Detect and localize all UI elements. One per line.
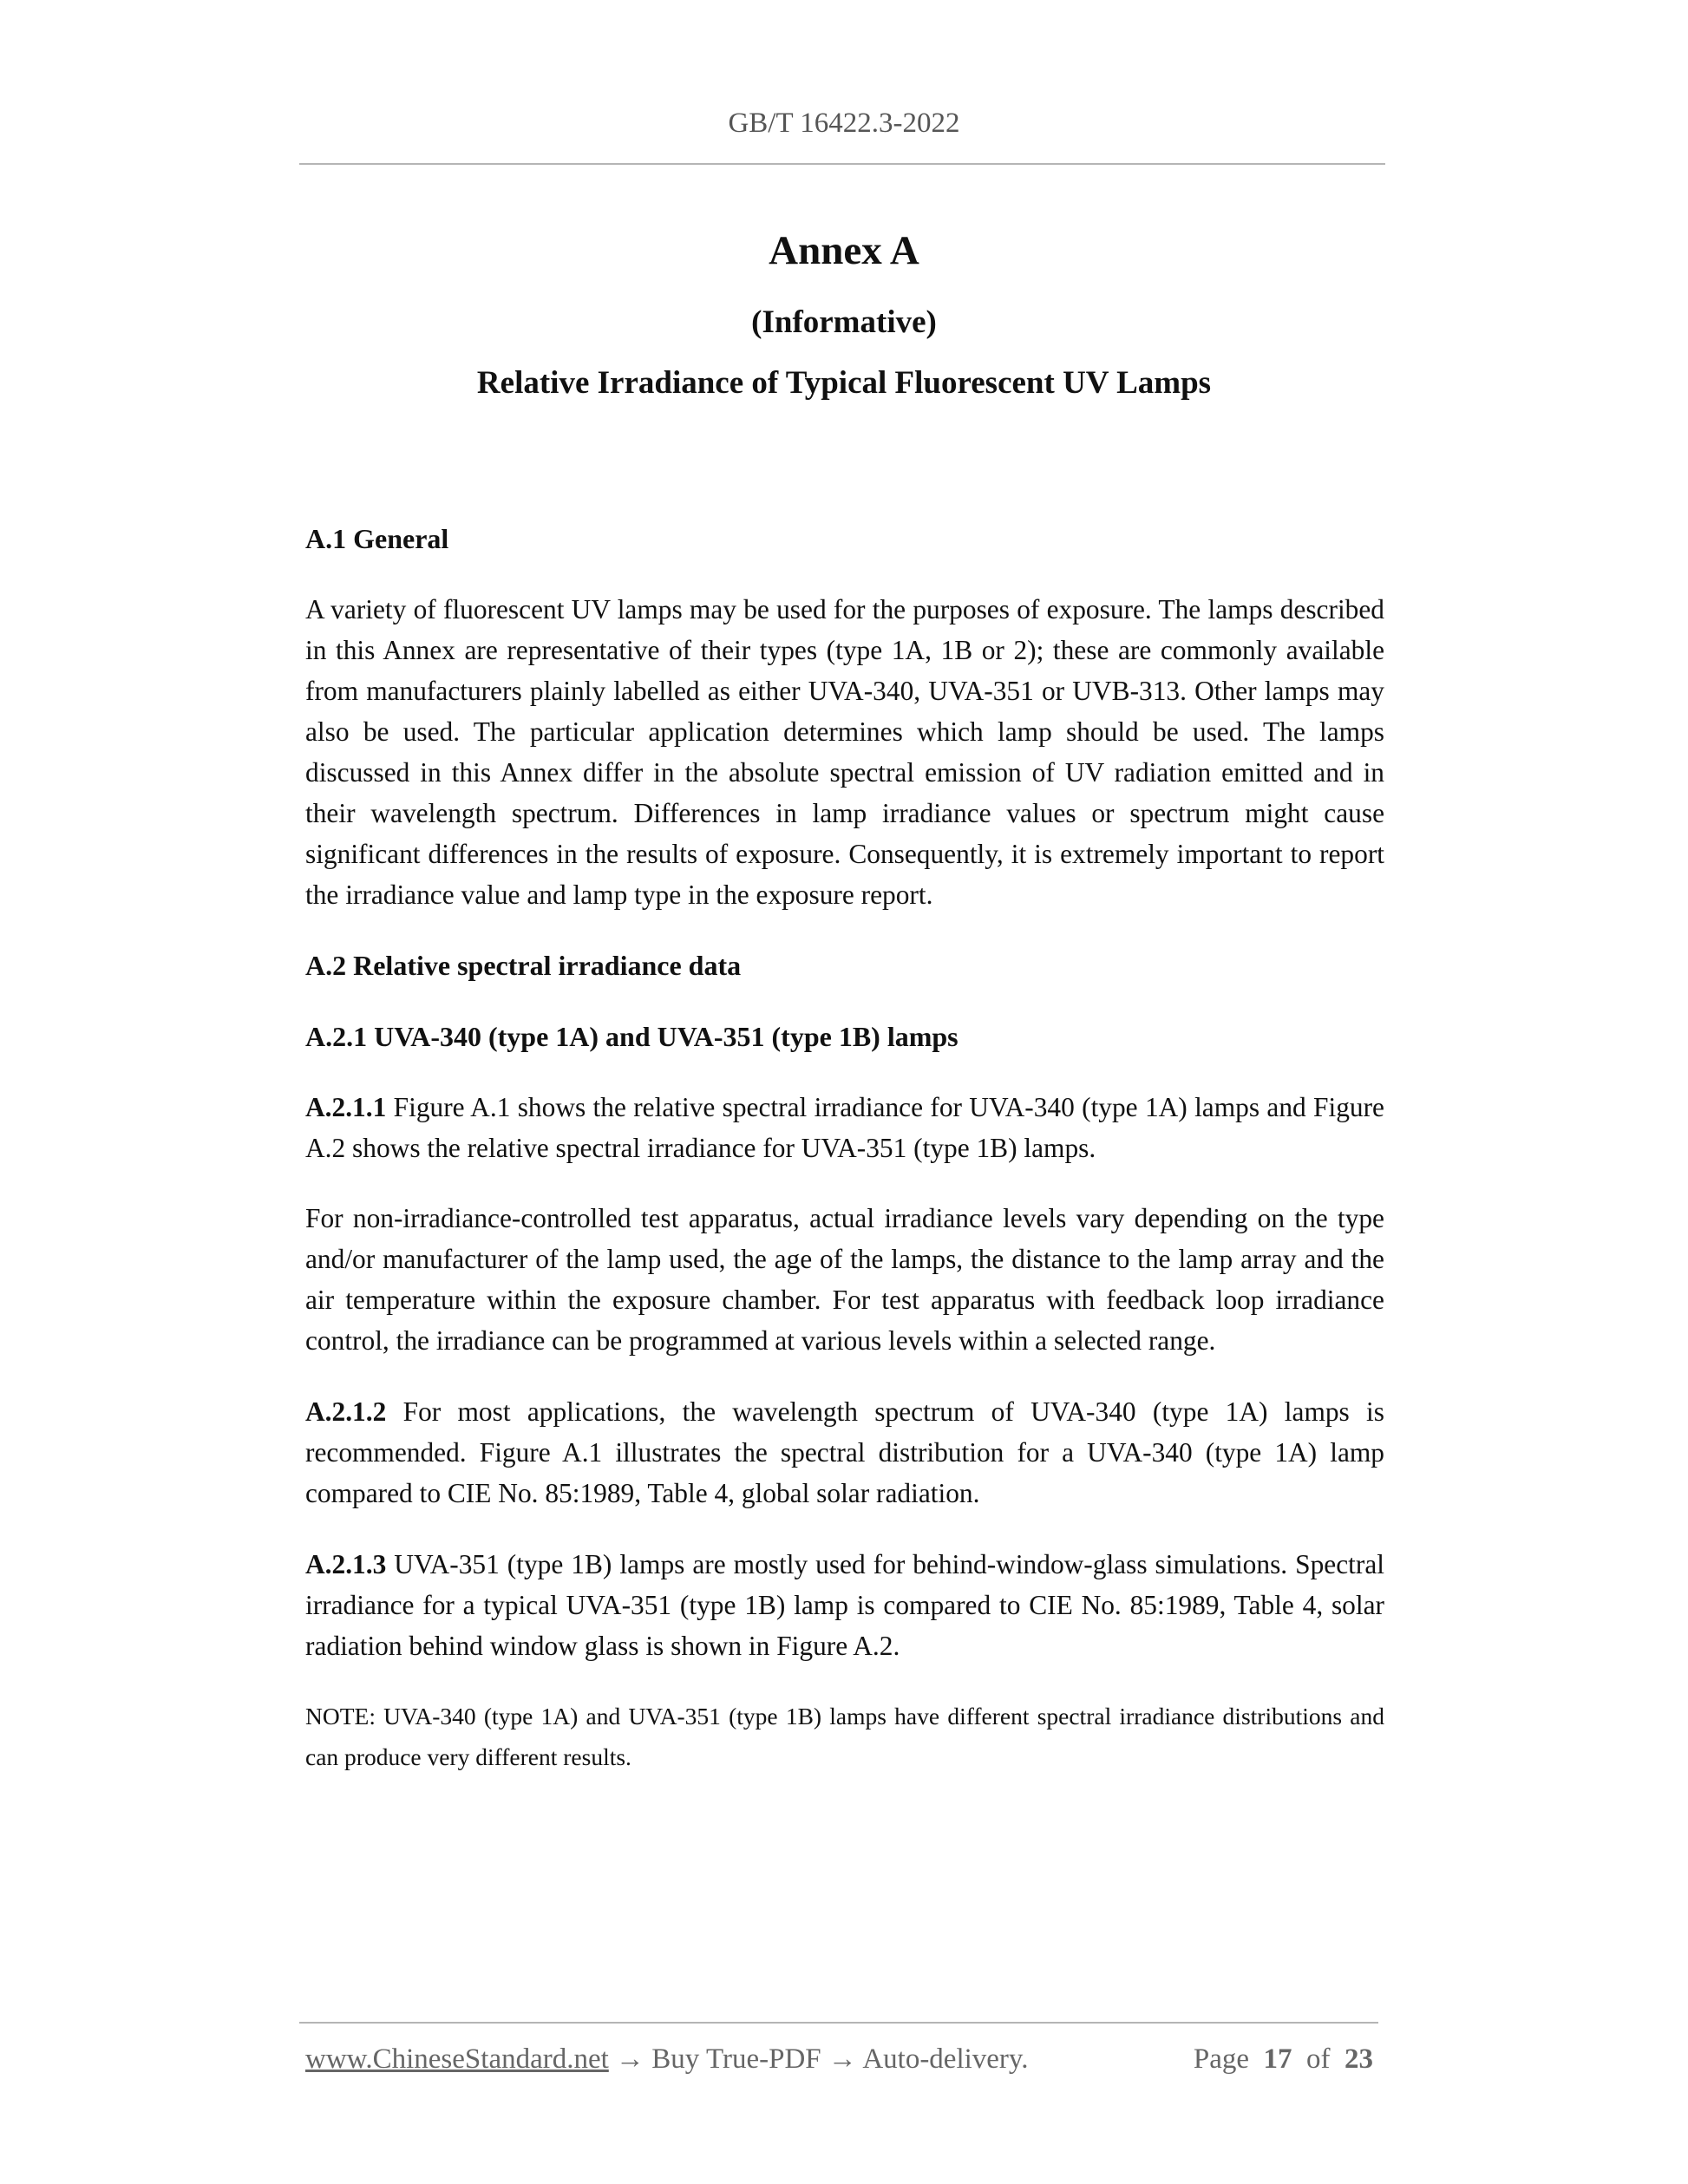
arrow-right-icon: →	[608, 2043, 652, 2075]
section-a1-paragraph: A variety of fluorescent UV lamps may be used for the purposes of exposure. The lamps described in this Annex are representative of their types (type 1A, 1B or 2); these are commonly available from manufacturers plainly labelled as either UVA-340, UVA-351 or UVB-313. Other lamps may also be used. The particular application determines which lamp should be used. The lamps discussed in this Annex differ in the absolute spectral emission of UV radiation emitted and in their wavelength spectrum. Differences in lamp irradiance values or spectrum might cause significant differences in the results of exposure. Consequently, it is extremely important to report the irradiance value and lamp type in the exposure report.	[305, 594, 1384, 910]
page-word: Page	[1193, 2043, 1249, 2075]
section-a2-heading: A.2 Relative spectral irradiance data	[305, 950, 742, 981]
footer-promo	[305, 2043, 1029, 2076]
document-body	[305, 518, 1384, 1777]
auto-delivery-text: Auto-delivery.	[862, 2043, 1029, 2075]
annex-subtitle: (Informative)	[751, 304, 937, 340]
clause-a213-label: A.2.1.3	[305, 1549, 387, 1579]
header-divider	[299, 163, 1385, 165]
clause-a211-paragraph-2: For non-irradiance-controlled test apparatus, actual irradiance levels vary depending on the type and/or manufacturer of the lamp used, the age of the lamps, the distance to the lamp array and the air temperature within the exposure chamber. For test apparatus with feedback loop irradiance control, the irradiance can be programmed at various levels within a selected range.	[305, 1203, 1384, 1356]
footer-divider	[299, 2022, 1378, 2024]
annex-heading: Relative Irradiance of Typical Fluorescent UV Lamps	[476, 365, 1212, 401]
clause-a213-paragraph	[305, 1544, 1384, 1666]
page-indicator	[1194, 2043, 1373, 2076]
page-total: 23	[1345, 2043, 1373, 2075]
clause-a211-text: Figure A.1 shows the relative spectral irradiance for UVA-340 (type 1A) lamps and Figure A.2 shows the relative spectral irradiance for UVA-351 (type 1B) lamps.	[305, 1092, 1384, 1163]
clause-a212-paragraph	[305, 1391, 1384, 1514]
page-number: 17	[1263, 2043, 1292, 2075]
document-code: GB/T 16422.3-2022	[728, 108, 960, 139]
annex-title: Annex A	[769, 228, 919, 273]
clause-a212-text: For most applications, the wavelength spectrum of UVA-340 (type 1A) lamps is recommended. Figure A.1 illustrates the spectral distribution for a UVA-340 (type 1A) lamp compared to CIE No. 85:1989, Table 4, global solar radiation.	[305, 1396, 1384, 1508]
arrow-right-icon: →	[821, 2043, 863, 2075]
section-a1-heading: A.1 General	[305, 523, 449, 554]
section-a21-heading: A.2.1 UVA-340 (type 1A) and UVA-351 (type 1B) lamps	[305, 1021, 958, 1052]
clause-a211-label: A.2.1.1	[305, 1092, 387, 1122]
website-link[interactable]: www.ChineseStandard.net	[305, 2043, 609, 2075]
buy-true-pdf-text: Buy True-PDF	[651, 2043, 821, 2075]
of-word: of	[1306, 2043, 1331, 2075]
clause-a212-label: A.2.1.2	[305, 1396, 387, 1427]
clause-a211-paragraph	[305, 1087, 1384, 1168]
clause-a213-text: UVA-351 (type 1B) lamps are mostly used for behind-window-glass simulations. Spectral irradiance for a typical UVA-351 (type 1B) lamp is compared to CIE No. 85:1989, Table 4, solar radiation behind window glass is shown in Figure A.2.	[305, 1549, 1384, 1661]
note-paragraph: NOTE: UVA-340 (type 1A) and UVA-351 (type 1B) lamps have different spectral irradiance distributions and can produce very different results.	[305, 1703, 1384, 1770]
